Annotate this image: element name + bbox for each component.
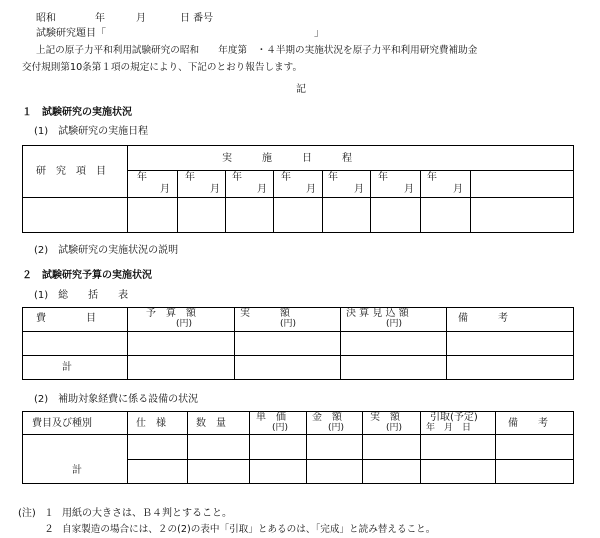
col-note: 備 考 xyxy=(508,418,548,429)
schedule-item-header: 研 究 項 目 xyxy=(36,166,106,177)
col-unit-price: 単 価 xyxy=(256,412,286,423)
schedule-table-vline xyxy=(420,170,421,233)
summary-table-vline xyxy=(127,307,128,380)
schedule-table-vline xyxy=(177,170,178,233)
col-actual: 実 額 xyxy=(370,412,400,423)
schedule-table-item-divider xyxy=(127,145,128,233)
col-unit-price-unit: (円) xyxy=(272,423,289,433)
equipment-table-vline xyxy=(362,411,363,484)
project-name-close: 」 xyxy=(314,28,324,39)
date-era: 昭和 xyxy=(36,13,56,24)
note1-text: 用紙の大きさは、Ｂ４判とすること。 xyxy=(62,508,232,519)
schedule-table-hline xyxy=(127,170,574,171)
notes-label: (注) xyxy=(18,508,36,519)
year-label: 年 xyxy=(185,172,195,183)
schedule-header: 実 施 日 程 xyxy=(222,153,352,164)
summary-table-vline xyxy=(234,307,235,380)
col-budget-unit: (円) xyxy=(176,319,193,329)
section2-sub2: (2) 補助対象経費に係る設備の状況 xyxy=(34,394,199,405)
equipment-total-label: 計 xyxy=(72,465,82,476)
summary-total-label: 計 xyxy=(62,362,72,373)
equipment-table-vline xyxy=(249,411,250,484)
year-label: 年 xyxy=(328,172,338,183)
col-takeover-date: 年 月 日 xyxy=(426,423,472,433)
col-budget: 予 算 額 xyxy=(146,308,196,319)
month-label: 月 xyxy=(210,184,220,195)
col-settle-unit: (円) xyxy=(386,319,403,329)
col-qty: 数 量 xyxy=(196,418,226,429)
date-year: 年 xyxy=(95,13,105,24)
col-spec: 仕 様 xyxy=(136,418,166,429)
equipment-table-vline xyxy=(306,411,307,484)
ki-heading: 記 xyxy=(296,84,306,95)
summary-table-hline xyxy=(22,331,574,332)
section1-title: １ 試験研究の実施状況 xyxy=(22,107,132,118)
equipment-table-hline xyxy=(127,459,574,460)
year-label: 年 xyxy=(427,172,437,183)
col-amount: 金 額 xyxy=(312,412,342,423)
equipment-table-vline xyxy=(127,411,128,484)
col-actual-unit: (円) xyxy=(280,319,297,329)
intro-line-2: 交付規則第10条第１項の規定により、下記のとおり報告します。 xyxy=(22,62,303,73)
summary-table-vline xyxy=(340,307,341,380)
col-expense: 費 目 xyxy=(36,313,96,324)
year-label: 年 xyxy=(232,172,242,183)
schedule-table-vline xyxy=(322,170,323,233)
note1-number: １ xyxy=(44,508,54,519)
month-label: 月 xyxy=(257,184,267,195)
col-settle: 決 算 見 込 額 xyxy=(346,308,409,319)
section2-sub1: (1) 総 括 表 xyxy=(34,290,129,301)
month-label: 月 xyxy=(404,184,414,195)
year-label: 年 xyxy=(281,172,291,183)
schedule-table-vline xyxy=(225,170,226,233)
equipment-table-vline xyxy=(495,411,496,484)
date-day-number: 日 番号 xyxy=(180,13,214,24)
year-label: 年 xyxy=(137,172,147,183)
equipment-table-hline xyxy=(22,434,574,435)
schedule-table-vline xyxy=(370,170,371,233)
schedule-table-hline xyxy=(22,197,574,198)
col-expense-kind: 費目及び種別 xyxy=(32,418,92,429)
summary-table-hline xyxy=(22,355,574,356)
note2-number: ２ xyxy=(44,524,54,535)
section2-title: ２ 試験研究予算の実施状況 xyxy=(22,270,152,281)
col-actual-unit: (円) xyxy=(386,423,403,433)
section1-sub1: (1) 試験研究の実施日程 xyxy=(34,126,149,137)
equipment-table xyxy=(22,411,574,484)
note2-text: 自家製造の場合には、２の(2)の表中「引取」とあるのは、「完成」と読み替えること。 xyxy=(62,524,436,535)
equipment-table-vline xyxy=(420,411,421,484)
date-month: 月 xyxy=(136,13,146,24)
month-label: 月 xyxy=(354,184,364,195)
month-label: 月 xyxy=(306,184,316,195)
schedule-table-vline xyxy=(470,170,471,233)
col-actual: 実 額 xyxy=(240,308,290,319)
month-label: 月 xyxy=(160,184,170,195)
col-amount-unit: (円) xyxy=(328,423,345,433)
intro-line-1: 上記の原子力平和利用試験研究の昭和 年度第 ・４半期の実施状況を原子力平和利用研究費補助金 xyxy=(36,45,478,56)
year-label: 年 xyxy=(378,172,388,183)
schedule-table-vline xyxy=(273,170,274,233)
project-name-label: 試験研究題目「 xyxy=(36,28,106,39)
section1-sub2: (2) 試験研究の実施状況の説明 xyxy=(34,245,179,256)
equipment-table-vline xyxy=(187,411,188,484)
col-note: 備 考 xyxy=(458,313,508,324)
col-takeover: 引取(予定) xyxy=(430,412,478,423)
month-label: 月 xyxy=(453,184,463,195)
summary-table-vline xyxy=(446,307,447,380)
